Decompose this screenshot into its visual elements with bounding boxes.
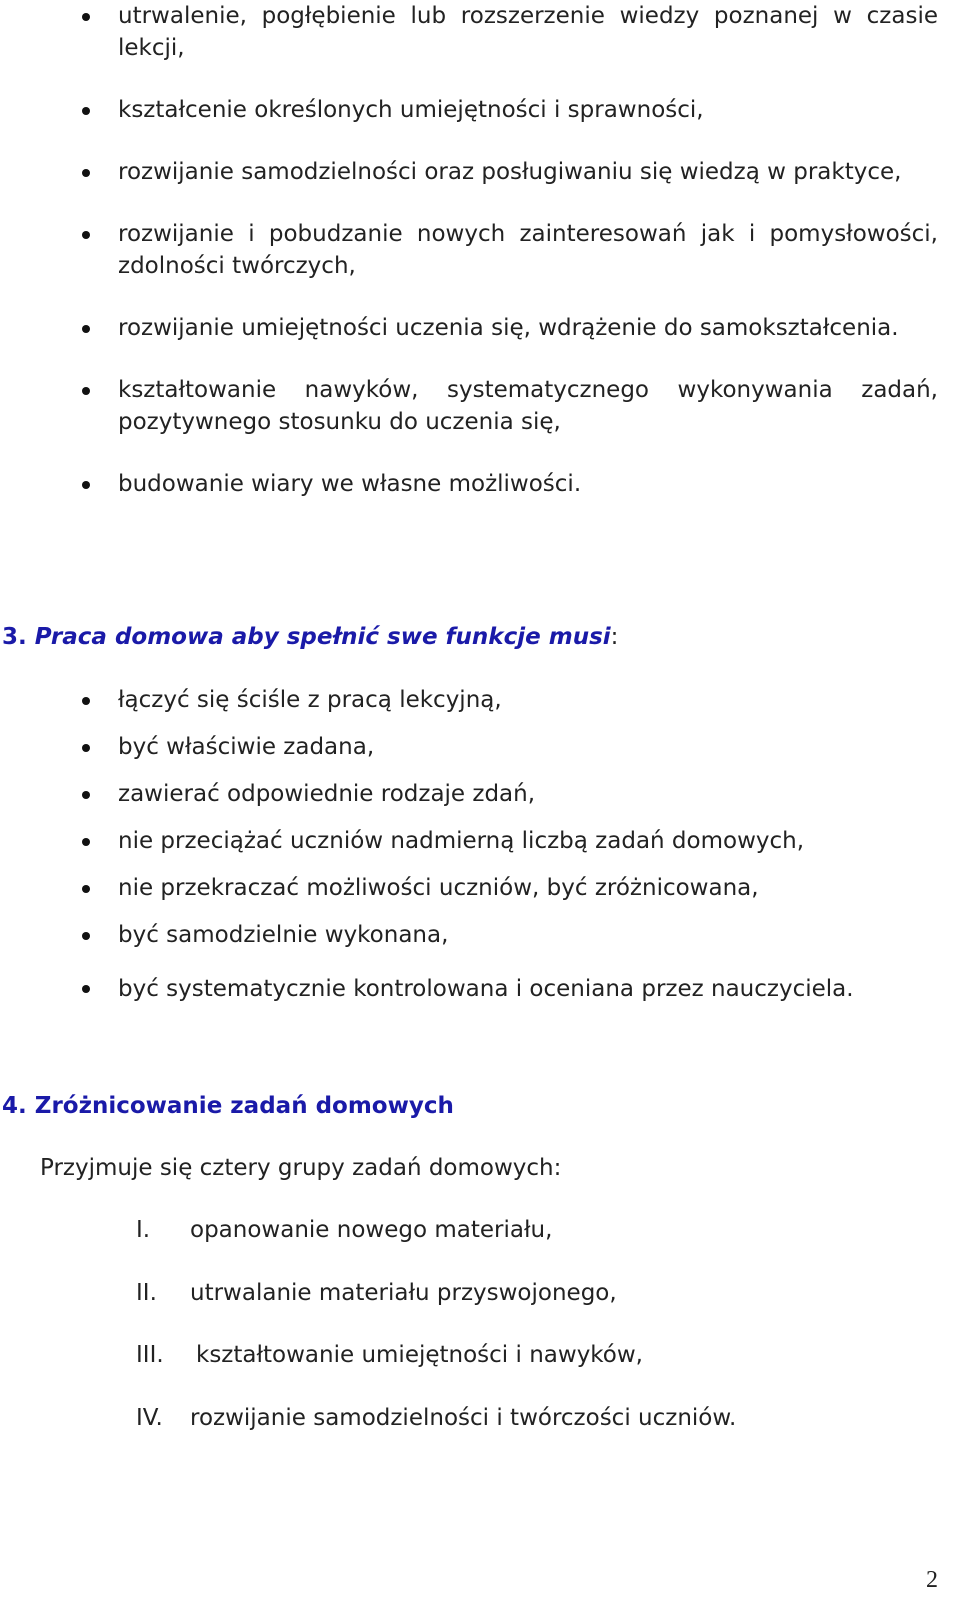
list-item-text: utrwalanie materiału przyswojonego, [190, 1279, 617, 1306]
requirements-list [0, 684, 960, 1027]
section-number: 3. [2, 624, 27, 650]
roman-numeral: I. [136, 1217, 151, 1243]
list-item [0, 778, 960, 810]
section-title-colon: : [610, 624, 619, 650]
section-title: Praca domowa aby spełnić swe funkcje musi [34, 624, 611, 650]
roman-numeral: II. [136, 1279, 157, 1306]
section-3-heading [2, 621, 618, 653]
section-4-heading [2, 1090, 454, 1122]
list-item [0, 731, 960, 763]
bullet-icon [82, 932, 90, 940]
list-item [0, 312, 960, 344]
list-item [0, 0, 960, 64]
section-4-intro: Przyjmuje się cztery grupy zadań domowych: [40, 1155, 562, 1181]
list-item-text: kształtowanie umiejętności i nawyków, [196, 1342, 643, 1368]
bullet-icon [82, 13, 90, 21]
list-item-text: nie przeciążać uczniów nadmierną liczbą zadań domowych, [118, 828, 805, 854]
section-number: 4. [2, 1093, 27, 1119]
bullet-icon [82, 985, 90, 993]
list-item-text: być systematycznie kontrolowana i oceniana przez nauczyciela. [118, 976, 854, 1002]
bullet-icon [82, 169, 90, 177]
list-item [0, 966, 960, 1012]
bullet-icon [82, 885, 90, 893]
page-number: 2 [926, 1567, 938, 1593]
list-item-text: nie przekraczać możliwości uczniów, być zróżnicowana, [118, 875, 759, 901]
bullet-icon [82, 791, 90, 799]
list-item-text: być samodzielnie wykonana, [118, 922, 449, 948]
list-item-text: zawierać odpowiednie rodzaje zdań, [118, 781, 536, 807]
section-title: Zróżnicowanie zadań domowych [34, 1093, 454, 1119]
list-item-text: kształcenie określonych umiejętności i sprawności, [118, 97, 704, 123]
list-item-text: utrwalenie, pogłębienie lub rozszerzenie wiedzy poznanej w czasie lekcji, [118, 3, 938, 61]
list-item-text: rozwijanie samodzielności oraz posługiwaniu się wiedzą w praktyce, [118, 159, 902, 185]
list-item [0, 825, 960, 857]
list-item [0, 94, 960, 126]
roman-numeral: III. [136, 1342, 164, 1368]
bullet-icon [82, 697, 90, 705]
list-item [0, 872, 960, 904]
bullet-icon [82, 231, 90, 239]
list-item [0, 919, 960, 951]
bullet-icon [82, 387, 90, 395]
list-item-text: łączyć się ściśle z pracą lekcyjną, [118, 687, 502, 713]
bullet-icon [82, 107, 90, 115]
list-item-text: budowanie wiary we własne możliwości. [118, 471, 582, 497]
bullet-icon [82, 325, 90, 333]
list-item [0, 156, 960, 188]
list-item-text: rozwijanie samodzielności i twórczości uczniów. [190, 1404, 737, 1431]
bullet-icon [82, 744, 90, 752]
list-item [0, 468, 960, 500]
list-item-text: rozwijanie i pobudzanie nowych zainteresowań jak i pomysłowości, zdolności twórczych, [118, 221, 938, 279]
list-item-text: opanowanie nowego materiału, [190, 1217, 553, 1243]
bullet-icon [82, 481, 90, 489]
bullet-icon [82, 838, 90, 846]
list-item [0, 684, 960, 716]
list-item [0, 374, 960, 438]
roman-numeral: IV. [136, 1404, 163, 1431]
list-item-text: rozwijanie umiejętności uczenia się, wdrążenie do samokształcenia. [118, 315, 899, 341]
list-item [0, 218, 960, 282]
goals-list [0, 0, 960, 530]
list-item-text: być właściwie zadana, [118, 734, 375, 760]
list-item-text: kształtowanie nawyków, systematycznego wykonywania zadań, pozytywnego stosunku do uczenia się, [118, 377, 938, 435]
